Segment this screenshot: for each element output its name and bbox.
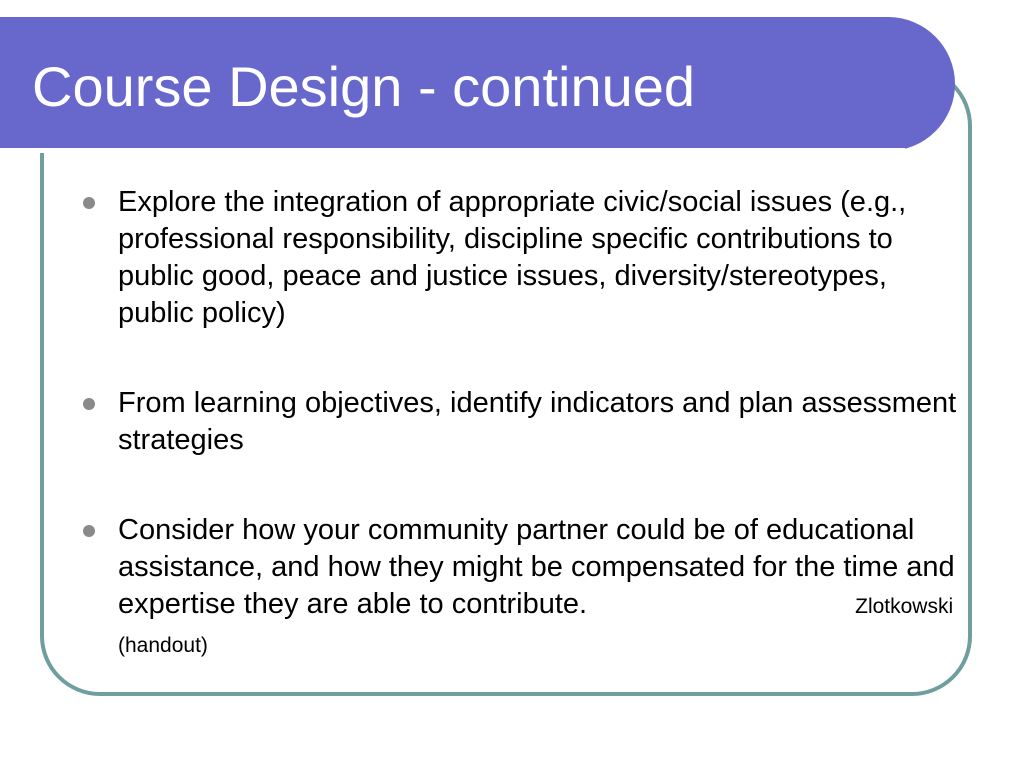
- bullet-dot-icon: [83, 197, 95, 209]
- bullet-item: [80, 184, 960, 332]
- title-underline: [0, 148, 905, 153]
- slide-title: Course Design - continued: [32, 55, 696, 118]
- citation: Zlotkowski (handout): [118, 595, 954, 657]
- bullet-text: Consider how your community partner could be of educational assistance, and how they might be compensated for the time and expertise they are able to contribute.: [118, 514, 955, 620]
- bullet-list: [80, 184, 960, 664]
- bullet-text: Explore the integration of appropriate civic/social issues (e.g., professional responsibility, discipline specific contributions to public good, peace and justice issues, diversity/stereotypes, public policy): [118, 186, 907, 329]
- bullet-text: From learning objectives, identify indicators and plan assessment strategies: [118, 387, 957, 456]
- bullet-item: [80, 512, 960, 664]
- title-bar: [0, 17, 955, 151]
- bullet-dot-icon: [83, 525, 95, 537]
- bullet-dot-icon: [83, 398, 95, 410]
- bullet-item: [80, 385, 960, 459]
